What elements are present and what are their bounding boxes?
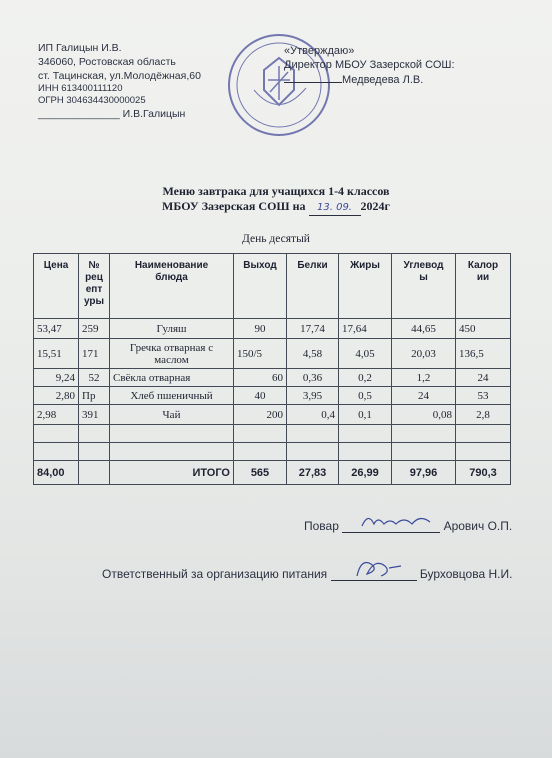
supplier-block [38, 41, 201, 121]
director-name: Медведева Л.В. [342, 74, 424, 86]
col-output: Выход [234, 254, 287, 319]
col-carbs: Углевод ы [392, 254, 456, 319]
responsible-label: Ответственный за организацию питания [102, 567, 328, 581]
table-header-row [34, 254, 511, 319]
col-price: Цена [34, 254, 79, 319]
menu-title: Меню завтрака для учащихся 1-4 классов [162, 184, 390, 198]
table-row-empty [34, 425, 511, 443]
col-calories: Калор ии [456, 254, 511, 319]
cook-signature-row [304, 518, 512, 533]
table-row: 9,24 52 Свёкла отварная 60 0,36 0,2 1,2 24 [34, 369, 511, 387]
responsible-signature-row [102, 566, 512, 581]
table-row: 53,47 259 Гуляш 90 17,74 17,64 44,65 450 [34, 319, 511, 339]
table-row: 15,51 171 Гречка отварная с маслом 150/5 4,58 4,05 20,03 136,5 [34, 339, 511, 369]
supplier-address-2: ст. Тацинская, ул.Молодёжная,60 [38, 70, 201, 82]
supplier-name: ИП Галицын И.В. [38, 42, 122, 54]
supplier-inn: ИНН 613400111120 [38, 83, 123, 94]
col-protein: Белки [287, 254, 339, 319]
supplier-address-1: 346060, Ростовская область [38, 56, 176, 68]
table-row: 2,98 391 Чай 200 0,4 0,1 0,08 2,8 [34, 405, 511, 425]
day-label: День десятый [242, 233, 310, 245]
col-recipe: № рец епт уры [79, 254, 110, 319]
cook-label: Повар [304, 519, 339, 533]
menu-date: 13. 09. [309, 200, 361, 216]
approval-signature-row [284, 72, 455, 87]
menu-subtitle [0, 199, 552, 216]
responsible-signature [331, 556, 417, 582]
cook-signature-line [342, 518, 440, 533]
col-fat: Жиры [339, 254, 392, 319]
approval-block [284, 44, 455, 87]
supplier-ogrn: ОГРН 304634430000025 [38, 95, 146, 106]
approval-title: «Утверждаю» [284, 45, 355, 57]
responsible-name: Бурховцова Н.И. [419, 567, 513, 581]
menu-table [33, 253, 511, 485]
table-row-empty [34, 443, 511, 461]
menu-year: 2024г [360, 199, 390, 213]
director-signature-line [284, 72, 342, 83]
cook-signature [342, 508, 440, 532]
supplier-signature-line: ______________ И.В.Галицын [38, 108, 186, 120]
col-dish: Наименование блюда [110, 254, 234, 319]
approval-position: Директор МБОУ Зазерской СОШ: [284, 59, 455, 71]
cook-name: Арович О.П. [443, 519, 513, 533]
table-total-row: 84,00 ИТОГО 565 27,83 26,99 97,96 790,3 [34, 461, 511, 485]
menu-school: МБОУ Зазерская СОШ на [162, 199, 306, 213]
table-row: 2,80 Пр Хлеб пшеничный 40 3,95 0,5 24 53 [34, 387, 511, 405]
responsible-signature-line [331, 566, 417, 581]
